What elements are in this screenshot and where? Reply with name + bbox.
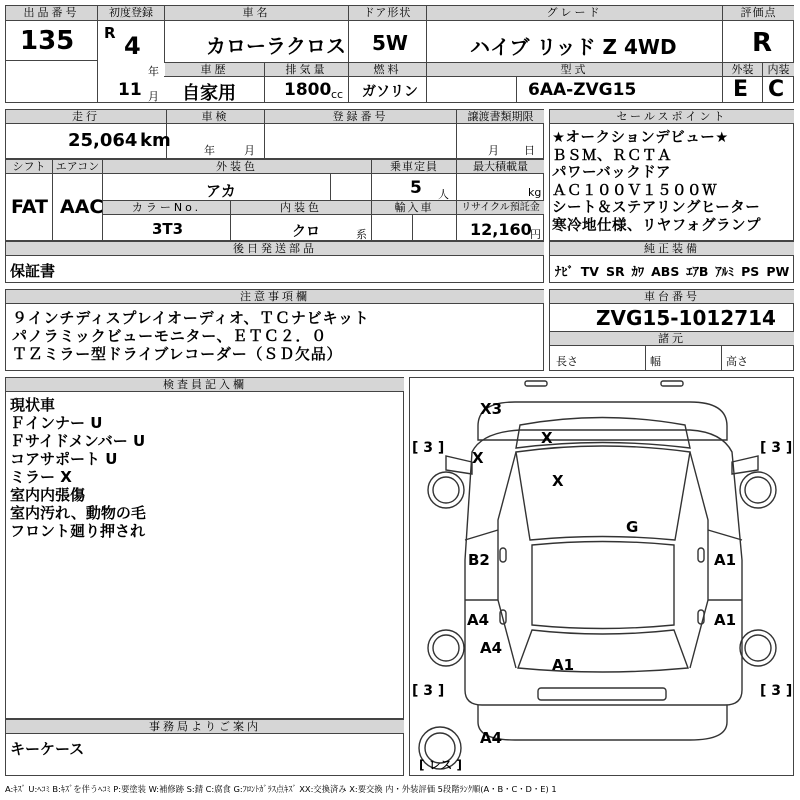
color-number: 3T3 bbox=[152, 220, 184, 238]
exterior-grade: E bbox=[733, 77, 749, 102]
inspection-month-unit: 月 bbox=[244, 144, 255, 157]
inspector-line: Ｆインナー U bbox=[10, 414, 103, 432]
width-label: 幅 bbox=[650, 355, 661, 368]
exterior-grade-label: 外装 bbox=[723, 63, 762, 76]
month-unit: 月 bbox=[148, 90, 159, 103]
inspection-year-unit: 年 bbox=[204, 144, 215, 157]
legend: A:ｷｽﾞ U:ﾍｺﾐ B:ｷｽﾞを伴うﾍｺﾐ P:要塗装 W:補修跡 S:錆 C:腐食 G:ﾌﾛﾝﾄｶﾞﾗｽ点ｷｽﾞ XX:交換済み X:要交換 内・外装評価 5段階ﾗﾝｸ順(A・B・C・D・E) 1 bbox=[5, 784, 557, 794]
mark-left-front-door: B2 bbox=[468, 551, 490, 569]
era-letter: R bbox=[104, 24, 116, 42]
sales-point-item: シート＆ステアリングヒーター bbox=[552, 200, 761, 216]
recycle-deposit-label: リサイクル預託金 bbox=[457, 201, 544, 214]
displacement: 1800 bbox=[284, 80, 332, 100]
inspector-line: フロント廻り押され bbox=[10, 522, 146, 540]
history-label: 車歴 bbox=[165, 63, 264, 76]
recycle-deposit-unit: 円 bbox=[530, 228, 541, 241]
later-parts-label: 後日発送部品 bbox=[6, 242, 544, 255]
tire-tread-rear-right: [ 3 ] bbox=[760, 683, 793, 699]
interior-grade: C bbox=[768, 77, 785, 102]
sales-point-item: 寒冷地仕様、リヤフォグランプ bbox=[552, 217, 761, 234]
displacement-label: 排気量 bbox=[265, 63, 348, 76]
tire-tread-front-right: [ 3 ] bbox=[760, 440, 793, 456]
mark-trunk: A1 bbox=[552, 656, 575, 674]
inspector-line: ミラー X bbox=[10, 468, 72, 486]
note-line: ９インチディスプレイオーディオ、ＴＣナビキット bbox=[12, 309, 370, 327]
sales-points-label: セールスポイント bbox=[550, 110, 794, 123]
max-load-unit: kg bbox=[528, 186, 542, 199]
lot-number: 135 bbox=[20, 26, 75, 56]
model-code: 6AA-ZVG15 bbox=[528, 80, 637, 100]
office-label: 事務局よりご案内 bbox=[6, 720, 404, 733]
capacity: 5 bbox=[410, 178, 422, 198]
capacity-label: 乗車定員 bbox=[372, 160, 456, 173]
height-label: 高さ bbox=[726, 355, 748, 368]
interior-grade-label: 内装 bbox=[763, 63, 794, 76]
chassis-number-label: 車台番号 bbox=[550, 290, 794, 303]
mark-right-front-door: A1 bbox=[714, 551, 737, 569]
transfer-day-unit: 日 bbox=[524, 144, 535, 157]
equipment-item: ｱﾙﾐ bbox=[715, 264, 735, 279]
color-number-label: カラーNo. bbox=[103, 201, 230, 214]
length-label: 長さ bbox=[556, 355, 578, 368]
mark-right-rear-door: A1 bbox=[714, 611, 737, 629]
equipment-item: PS bbox=[741, 264, 760, 279]
notes-list bbox=[12, 309, 370, 363]
sales-point-item: ＢＳＭ、ＲＣＴＡ bbox=[552, 147, 672, 164]
car-diagram bbox=[409, 377, 794, 776]
mark-left-mirror: X bbox=[472, 449, 484, 467]
office-value: キーケース bbox=[10, 740, 85, 758]
door-type: 5W bbox=[372, 31, 408, 55]
interior-color-label: 内装色 bbox=[231, 201, 371, 214]
score-label: 評価点 bbox=[723, 6, 794, 20]
inspection-label: 車検 bbox=[167, 110, 264, 123]
fuel: ガソリン bbox=[362, 84, 418, 100]
tire-tread-front-left: [ 3 ] bbox=[412, 440, 445, 456]
lot-number-label: 出品番号 bbox=[6, 6, 97, 20]
air-conditioner-label: エアコン bbox=[53, 160, 102, 173]
sales-point-item: パワーバックドア bbox=[552, 165, 671, 181]
transfer-month-unit: 月 bbox=[488, 144, 499, 157]
registration-number-label: 登録番号 bbox=[265, 110, 456, 123]
spare-tire-label: [ レス ] bbox=[419, 758, 462, 772]
equipment-item: ABS bbox=[651, 264, 680, 279]
exterior-color: アカ bbox=[206, 182, 236, 200]
notes-label: 注意事項欄 bbox=[6, 290, 544, 303]
exterior-color-label: 外装色 bbox=[103, 160, 371, 173]
car-name: カローラクロス bbox=[206, 34, 346, 58]
mark-roof: G bbox=[626, 518, 639, 536]
mark-rear-bumper: A4 bbox=[480, 729, 503, 747]
mark-hood: X bbox=[552, 472, 564, 490]
inspector-line: 室内汚れ、動物の毛 bbox=[10, 504, 146, 522]
mileage: 25,064 bbox=[68, 130, 138, 151]
history: 自家用 bbox=[182, 83, 236, 104]
displacement-unit: cc bbox=[331, 88, 344, 101]
capacity-unit: 人 bbox=[438, 188, 449, 201]
equipment-item: ｶﾜ bbox=[631, 264, 645, 279]
dimensions-label: 諸元 bbox=[550, 332, 794, 345]
shift: FAT bbox=[11, 196, 48, 218]
sales-points-list bbox=[552, 130, 761, 235]
interior-color-unit: 系 bbox=[356, 228, 367, 241]
grade: ハイブ リッド Z 4WD bbox=[470, 35, 677, 59]
mileage-label: 走行 bbox=[6, 110, 166, 123]
later-parts-value: 保証書 bbox=[10, 262, 56, 280]
mark-left-quarter: A4 bbox=[480, 639, 503, 657]
mileage-unit: km bbox=[140, 130, 171, 151]
equipment-item: ﾅﾋﾞ bbox=[555, 264, 574, 279]
sales-point-item: ＡＣ１００Ｖ１５００Ｗ bbox=[552, 182, 717, 199]
fuel-label: 燃料 bbox=[349, 63, 426, 76]
registration-month: 11 bbox=[118, 80, 142, 100]
import-label: 輸入車 bbox=[372, 201, 456, 214]
model-label: 型式 bbox=[427, 63, 722, 76]
equipment-list bbox=[555, 262, 789, 280]
equipment-item: PW bbox=[766, 264, 790, 279]
note-line: ＴＺミラー型ドライブレコーダー（ＳＤ欠品） bbox=[12, 345, 343, 363]
year-unit: 年 bbox=[148, 65, 159, 78]
recycle-deposit: 12,160 bbox=[470, 220, 532, 239]
chassis-number: ZVG15-1012714 bbox=[596, 306, 776, 330]
shift-label: シフト bbox=[6, 160, 52, 173]
equipment-item: SR bbox=[605, 264, 625, 279]
sales-point-item: ★オークションデビュー★ bbox=[552, 130, 729, 146]
inspector-line: 室内内張傷 bbox=[10, 486, 86, 504]
air-conditioner: AAC bbox=[60, 196, 104, 218]
inspector-notes bbox=[10, 396, 146, 540]
first-registration-label: 初度登録 bbox=[98, 6, 164, 20]
car-name-label: 車名 bbox=[165, 6, 348, 20]
inspector-line: Ｆサイドメンバー U bbox=[10, 432, 146, 450]
equipment-item: TV bbox=[580, 264, 599, 279]
mark-left-rear-door: A4 bbox=[467, 611, 490, 629]
registration-year: 4 bbox=[124, 32, 141, 60]
inspector-line: 現状車 bbox=[10, 396, 56, 414]
max-load-label: 最大積載量 bbox=[457, 160, 544, 173]
door-type-label: ドア形状 bbox=[349, 6, 426, 20]
note-line: パノラミックビューモニター、ＥＴＣ２．０ bbox=[12, 327, 328, 345]
tire-tread-rear-left: [ 3 ] bbox=[412, 683, 445, 699]
inspector-line: コアサポート U bbox=[10, 450, 118, 468]
equipment-label: 純正装備 bbox=[550, 242, 794, 255]
transfer-deadline-label: 譲渡書類期限 bbox=[457, 110, 544, 123]
score: R bbox=[752, 28, 773, 58]
inspector-label: 検査員記入欄 bbox=[6, 378, 404, 391]
grade-label: グレード bbox=[427, 6, 722, 20]
equipment-item: ｴｱB bbox=[686, 264, 709, 279]
interior-color: クロ bbox=[292, 224, 320, 240]
mark-front-bumper: X3 bbox=[480, 400, 503, 418]
mark-front-glass: X bbox=[541, 429, 553, 447]
